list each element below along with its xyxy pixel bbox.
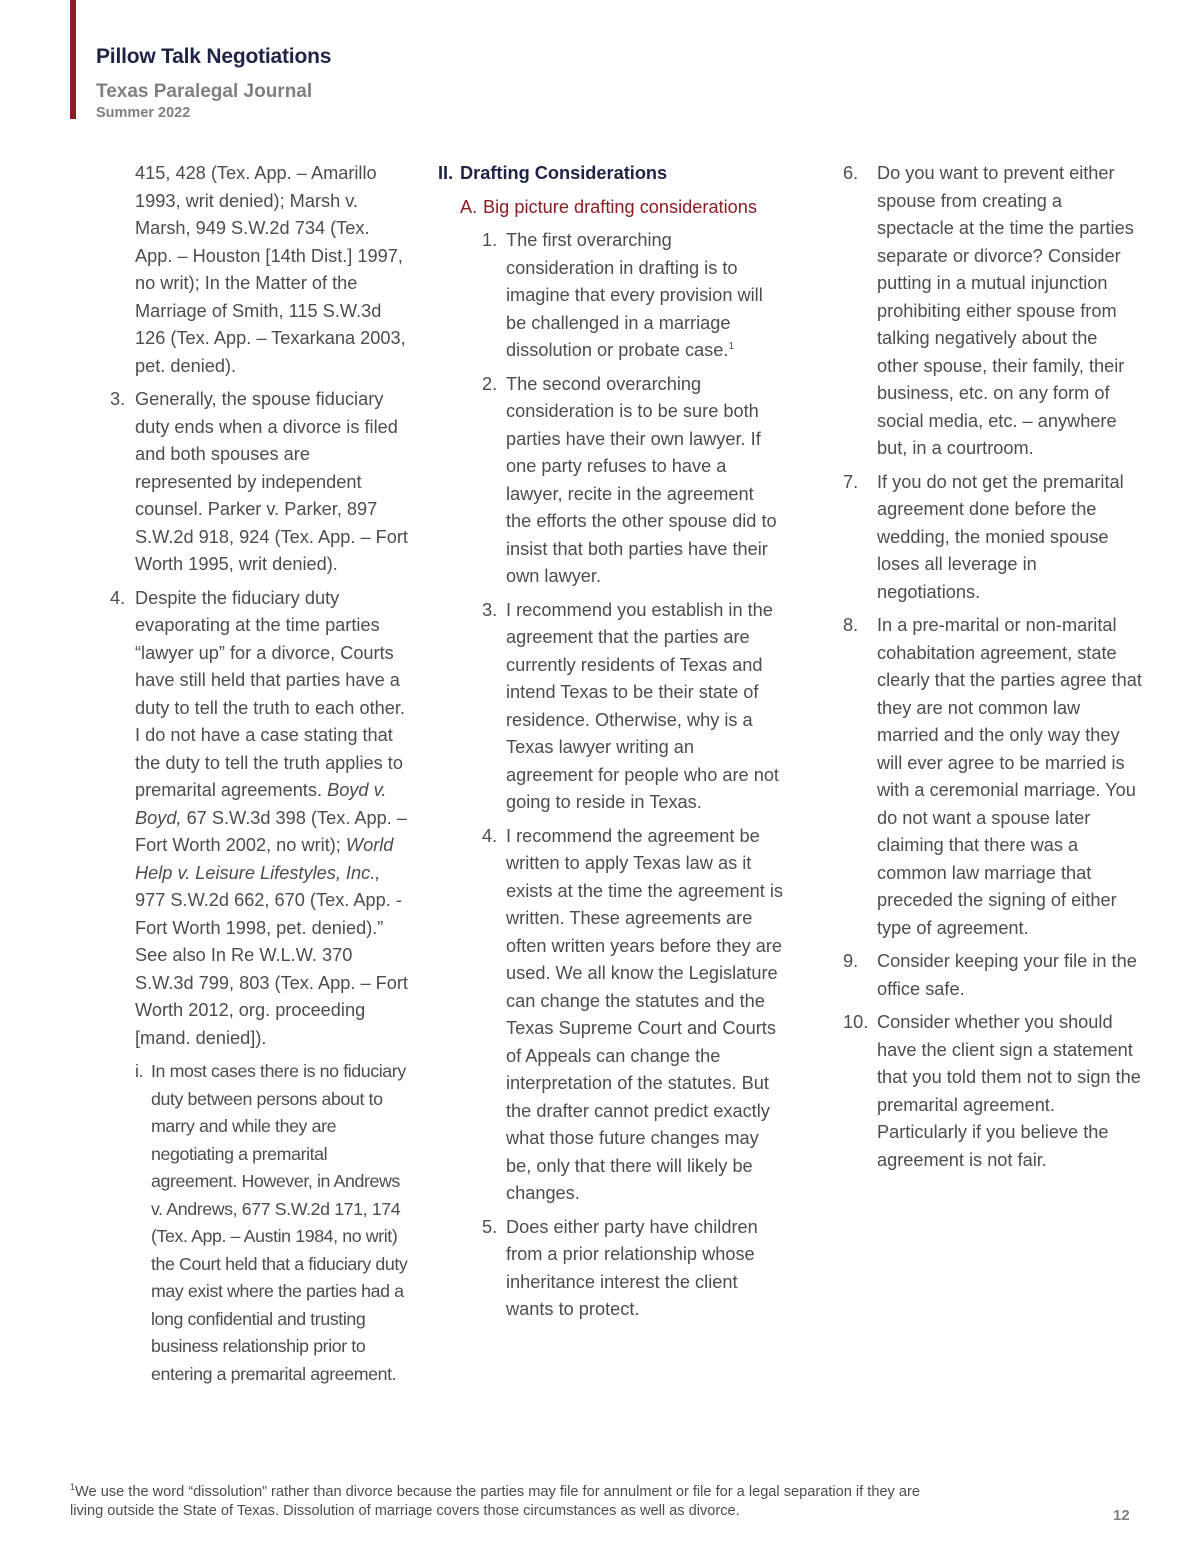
sub-list-item-text: In most cases there is no fiduciary duty between persons about to marry and while they are negotiating a premarital agreement. However, in Andrews v. Andrews, 677 S.W.2d 171, 174 (Tex. App. – Austin 1984, no writ) the Court held that a fiduciary duty may exist where the parties had a long confidential and trusting business relationship prior to entering a premarital agreement. <box>151 1061 408 1384</box>
text-run: 67 S.W.3d 398 (Tex. App. – Fort Worth 2002, no writ); <box>135 807 407 855</box>
list-item-text: Consider whether you should have the client sign a statement that you told them not to sign the premarital agreement. Particularly if you believe the agreement is not fair. <box>877 1012 1141 1170</box>
column-middle <box>438 160 783 1324</box>
text-run: 977 S.W.2d 662, 670 (Tex. App. - Fort Worth 1998, pet. denied).” See also In Re W.L.W. 370 S.W.3d 799, 803 (Tex. App. – Fort Worth 2012, org. proceeding [mand. denied]). <box>135 890 408 1048</box>
column-right <box>843 160 1143 1174</box>
case-citation-world-help: World Help v. Leisure Lifestyles, Inc., <box>135 835 394 883</box>
case-citation-boyd: Boyd v. Boyd, <box>135 780 387 828</box>
list-number: 5. <box>482 1216 498 1237</box>
footnote <box>70 1483 930 1521</box>
journal-name: Texas Paralegal Journal <box>96 81 313 102</box>
list-item-text: Does either party have children from a prior relationship whose inheritance interest the client wants to protect. <box>506 1216 758 1319</box>
list-item-8 <box>843 612 1143 942</box>
list-item-text: Do you want to prevent either spouse from creating a spectacle at the time the parties separate or divorce? Consider putting in a mutual injunction prohibiting either spouse from talking negatively about the other spouse, their family, their business, etc. on any form of social media, etc. – anywhere but, in a courtroom. <box>877 163 1134 458</box>
list-item-10 <box>843 1009 1143 1174</box>
list-number: 8. <box>843 615 859 635</box>
list-number: 6. <box>843 163 859 183</box>
list-item-text: I recommend you establish in the agreement that the parties are currently residents of Texas and intend Texas to be their state of residence. Otherwise, why is a Texas lawyer writing an agreement for people who are not going to reside in Texas. <box>506 599 779 812</box>
list-item-text: The first overarching consideration in drafting is to imagine that every provision will be challenged in a marriage dissolution or probate case. <box>506 230 763 360</box>
list-item-5 <box>482 1214 783 1324</box>
list-item-6 <box>843 160 1143 463</box>
list-number: 9. <box>843 951 859 971</box>
column-left <box>110 160 410 1388</box>
list-item-text: The second overarching consideration is to be sure both parties have their own lawyer. If one party refuses to have a lawyer, recite in the agreement the efforts the other spouse did to insist that both parties have their own lawyer. <box>506 373 777 586</box>
list-item-3 <box>110 386 410 579</box>
list-item-text: Consider keeping your file in the office safe. <box>877 951 1137 999</box>
section-title: Drafting Considerations <box>460 163 668 183</box>
continued-paragraph: 415, 428 (Tex. App. – Amarillo 1993, writ denied); Marsh v. Marsh, 949 S.W.2d 734 (Tex. App. – Houston [14th Dist.] 1997, no writ); In the Matter of the Marriage of Smith, 115 S.W.3d 126 (Tex. App. – Texarkana 2003, pet. denied). <box>135 163 406 376</box>
sub-list-item-i <box>110 1058 410 1388</box>
journal-issue: Summer 2022 <box>96 105 191 121</box>
list-item-2 <box>482 371 783 591</box>
list-number: 2. <box>482 373 498 394</box>
list-number: 10. <box>843 1012 869 1032</box>
list-item-1 <box>482 227 783 365</box>
section-number: II. <box>438 163 454 183</box>
footnote-mark: 1 <box>70 1482 76 1492</box>
list-number: 4. <box>110 587 126 608</box>
list-number: 3. <box>482 599 498 620</box>
list-item-4 <box>110 585 410 1053</box>
section-heading <box>438 160 783 188</box>
subsection-letter: A. <box>460 196 478 217</box>
footnote-reference[interactable]: 1 <box>728 341 734 352</box>
list-item-text: In a pre-marital or non-marital cohabitation agreement, state clearly that the parties agree that they are not common law married and the only way they will ever agree to be married is with a ceremonial marriage. You do not want a spouse later claiming that there was a common law marriage that preceded the signing of either type of agreement. <box>877 615 1142 938</box>
list-item-3 <box>482 597 783 817</box>
list-item-text: Generally, the spouse fiduciary duty ends when a divorce is filed and both spouses are represented by independent counsel. Parker v. Parker, 897 S.W.2d 918, 924 (Tex. App. – Fort Worth 1995, writ denied). <box>135 389 408 574</box>
text-run: Despite the fiduciary duty evaporating at the time parties “lawyer up” for a divorce, Courts have still held that parties have a duty to tell the truth to each other. I do not have a case stating that the duty to tell the truth applies to premarital agreements. <box>135 587 405 800</box>
sub-list-number: i. <box>135 1061 144 1081</box>
page-number: 12 <box>1113 1507 1130 1524</box>
footnote-text: We use the word “dissolution” rather than divorce because the parties may file for annulment or file for a legal separation if they are living outside the State of Texas. Dissolution of marriage covers those circumstances as well as divorce. <box>70 1484 921 1519</box>
list-item-9 <box>843 948 1143 1003</box>
list-number: 4. <box>482 825 498 846</box>
list-item-7 <box>843 469 1143 607</box>
header-accent-bar <box>70 0 76 119</box>
article-title: Pillow Talk Negotiations <box>96 45 332 68</box>
list-item-4 <box>482 823 783 1208</box>
list-number: 7. <box>843 471 859 492</box>
list-item-text: I recommend the agreement be written to apply Texas law as it exists at the time the agreement is written. These agreements are often written years before they are used. We all know the Legislature can change the statutes and the Texas Supreme Court and Courts of Appeals can change the interpretation of the statutes. But the drafter cannot predict exactly what those future changes may be, only that there will likely be changes. <box>506 825 783 1203</box>
subsection-heading <box>460 194 783 222</box>
subsection-title: Big picture drafting considerations <box>483 196 757 217</box>
list-number: 1. <box>482 230 498 250</box>
list-item-text: If you do not get the premarital agreement done before the wedding, the monied spouse loses all leverage in negotiations. <box>877 471 1124 602</box>
list-number: 3. <box>110 389 126 409</box>
list-item-text <box>135 588 408 1048</box>
